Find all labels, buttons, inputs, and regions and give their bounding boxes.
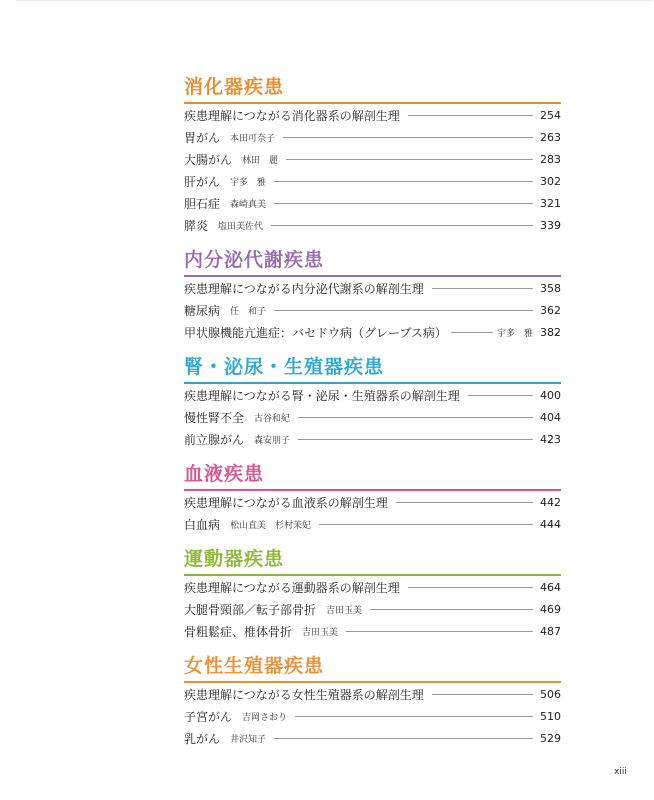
toc-entry[interactable] (184, 277, 561, 299)
toc-entry[interactable] (184, 126, 561, 148)
entry-title: 胃がん (184, 130, 221, 145)
page-number: 529 (540, 731, 561, 745)
page-number: 506 (540, 687, 561, 701)
entry-author: 林田 麗 (242, 155, 279, 166)
top-border (16, 0, 652, 1)
entry-author: 森崎真美 (230, 199, 267, 210)
toc-entry[interactable] (184, 598, 561, 620)
dot-leader (432, 288, 533, 289)
page-number: 302 (540, 174, 561, 188)
section-title: 腎・泌尿・生殖器疾患 (184, 356, 385, 378)
entry-title: 甲状腺機能亢進症：バセドウ病（グレーブス病） (184, 325, 447, 340)
section-title: 内分泌代謝疾患 (184, 249, 325, 271)
section-title: 消化器疾患 (184, 76, 285, 98)
toc-entry[interactable] (184, 705, 561, 727)
dot-leader (283, 137, 533, 138)
page-number: 487 (540, 624, 561, 638)
page-number: 254 (540, 108, 561, 122)
entry-title: 大腸がん (184, 152, 233, 167)
entry-author: 松山直美 杉村茉妃 (230, 520, 312, 531)
entry-title: 疾患理解につながる腎・泌尿・生殖器系の解剖生理 (184, 388, 460, 403)
dot-leader (468, 395, 533, 396)
entry-title: 胆石症 (184, 196, 221, 211)
entry-author: 塩田美佐代 (218, 221, 264, 232)
toc-entry[interactable] (184, 620, 561, 642)
entry-author: 任 和子 (230, 306, 267, 317)
entry-author: 吉田玉美 (326, 605, 363, 616)
dot-leader (286, 159, 533, 160)
entry-author: 本田可奈子 (230, 133, 276, 144)
page-number: 283 (540, 152, 561, 166)
dot-leader (298, 439, 533, 440)
entry-title: 疾患理解につながる運動器系の解剖生理 (184, 580, 400, 595)
dot-leader (396, 502, 533, 503)
dot-leader (298, 417, 533, 418)
page-number: 362 (540, 303, 561, 317)
page-number: 339 (540, 218, 561, 232)
entry-title: 膵炎 (184, 218, 209, 233)
entry-title: 子宮がん (184, 709, 233, 724)
toc-entry[interactable] (184, 104, 561, 126)
entry-author: 宇多 雅 (496, 328, 533, 339)
page-number: 510 (540, 709, 561, 723)
dot-leader (274, 181, 533, 182)
section-endocrine (184, 246, 561, 343)
toc-entry[interactable] (184, 299, 561, 321)
entry-title: 疾患理解につながる消化器系の解剖生理 (184, 108, 400, 123)
entry-author: 古谷和紀 (254, 413, 291, 424)
entry-author: 吉田玉美 (302, 627, 339, 638)
section-digestive (184, 73, 561, 236)
entry-title: 疾患理解につながる血液系の解剖生理 (184, 495, 388, 510)
dot-leader (346, 631, 533, 632)
dot-leader (370, 609, 533, 610)
toc-entry[interactable] (184, 321, 561, 343)
page-number: 442 (540, 495, 561, 509)
toc-entry[interactable] (184, 727, 561, 749)
page-number: 400 (540, 388, 561, 402)
page-number: 382 (540, 325, 561, 339)
toc-entry[interactable] (184, 491, 561, 513)
page-number: 321 (540, 196, 561, 210)
dot-leader (451, 332, 493, 333)
section-title: 女性生殖器疾患 (184, 655, 325, 677)
dot-leader (319, 524, 533, 525)
toc-entry[interactable] (184, 170, 561, 192)
dot-leader (295, 716, 533, 717)
dot-leader (274, 310, 533, 311)
page-number: 469 (540, 602, 561, 616)
entry-author: 井沢知子 (230, 734, 267, 745)
entry-author: 吉岡さおり (242, 712, 288, 723)
dot-leader (408, 115, 533, 116)
dot-leader (274, 203, 533, 204)
toc-entry[interactable] (184, 148, 561, 170)
toc-entry[interactable] (184, 384, 561, 406)
dot-leader (271, 225, 533, 226)
dot-leader (408, 587, 533, 588)
section-blood (184, 460, 561, 535)
entry-title: 大腿骨頸部／転子部骨折 (184, 602, 317, 617)
toc-entry[interactable] (184, 576, 561, 598)
entry-title: 疾患理解につながる女性生殖器系の解剖生理 (184, 687, 424, 702)
section-title: 血液疾患 (184, 463, 265, 485)
toc-entry[interactable] (184, 683, 561, 705)
entry-author: 宇多 雅 (230, 177, 267, 188)
toc-entry[interactable] (184, 513, 561, 535)
page-folio: xiii (614, 767, 627, 777)
section-title: 運動器疾患 (184, 548, 285, 570)
section-female-reproductive (184, 652, 561, 749)
dot-leader (274, 738, 533, 739)
entry-title: 慢性腎不全 (184, 410, 245, 425)
entry-title: 乳がん (184, 731, 221, 746)
dot-leader (432, 694, 533, 695)
page-number: 423 (540, 432, 561, 446)
entry-title: 白血病 (184, 517, 221, 532)
page-number: 358 (540, 281, 561, 295)
entry-author: 森安朋子 (254, 435, 291, 446)
page-number: 404 (540, 410, 561, 424)
entry-title: 糖尿病 (184, 303, 221, 318)
toc-entry[interactable] (184, 192, 561, 214)
entry-title: 前立腺がん (184, 432, 245, 447)
section-renal (184, 353, 561, 450)
page-number: 464 (540, 580, 561, 594)
toc-entry[interactable] (184, 406, 561, 428)
page-number: 263 (540, 130, 561, 144)
entry-title: 疾患理解につながる内分泌代謝系の解剖生理 (184, 281, 424, 296)
entry-title: 肝がん (184, 174, 221, 189)
entry-title: 骨粗鬆症、椎体骨折 (184, 624, 293, 639)
table-of-contents (184, 73, 561, 751)
toc-entry[interactable] (184, 214, 561, 236)
page-number: 444 (540, 517, 561, 531)
section-musculoskeletal (184, 545, 561, 642)
toc-entry[interactable] (184, 428, 561, 450)
